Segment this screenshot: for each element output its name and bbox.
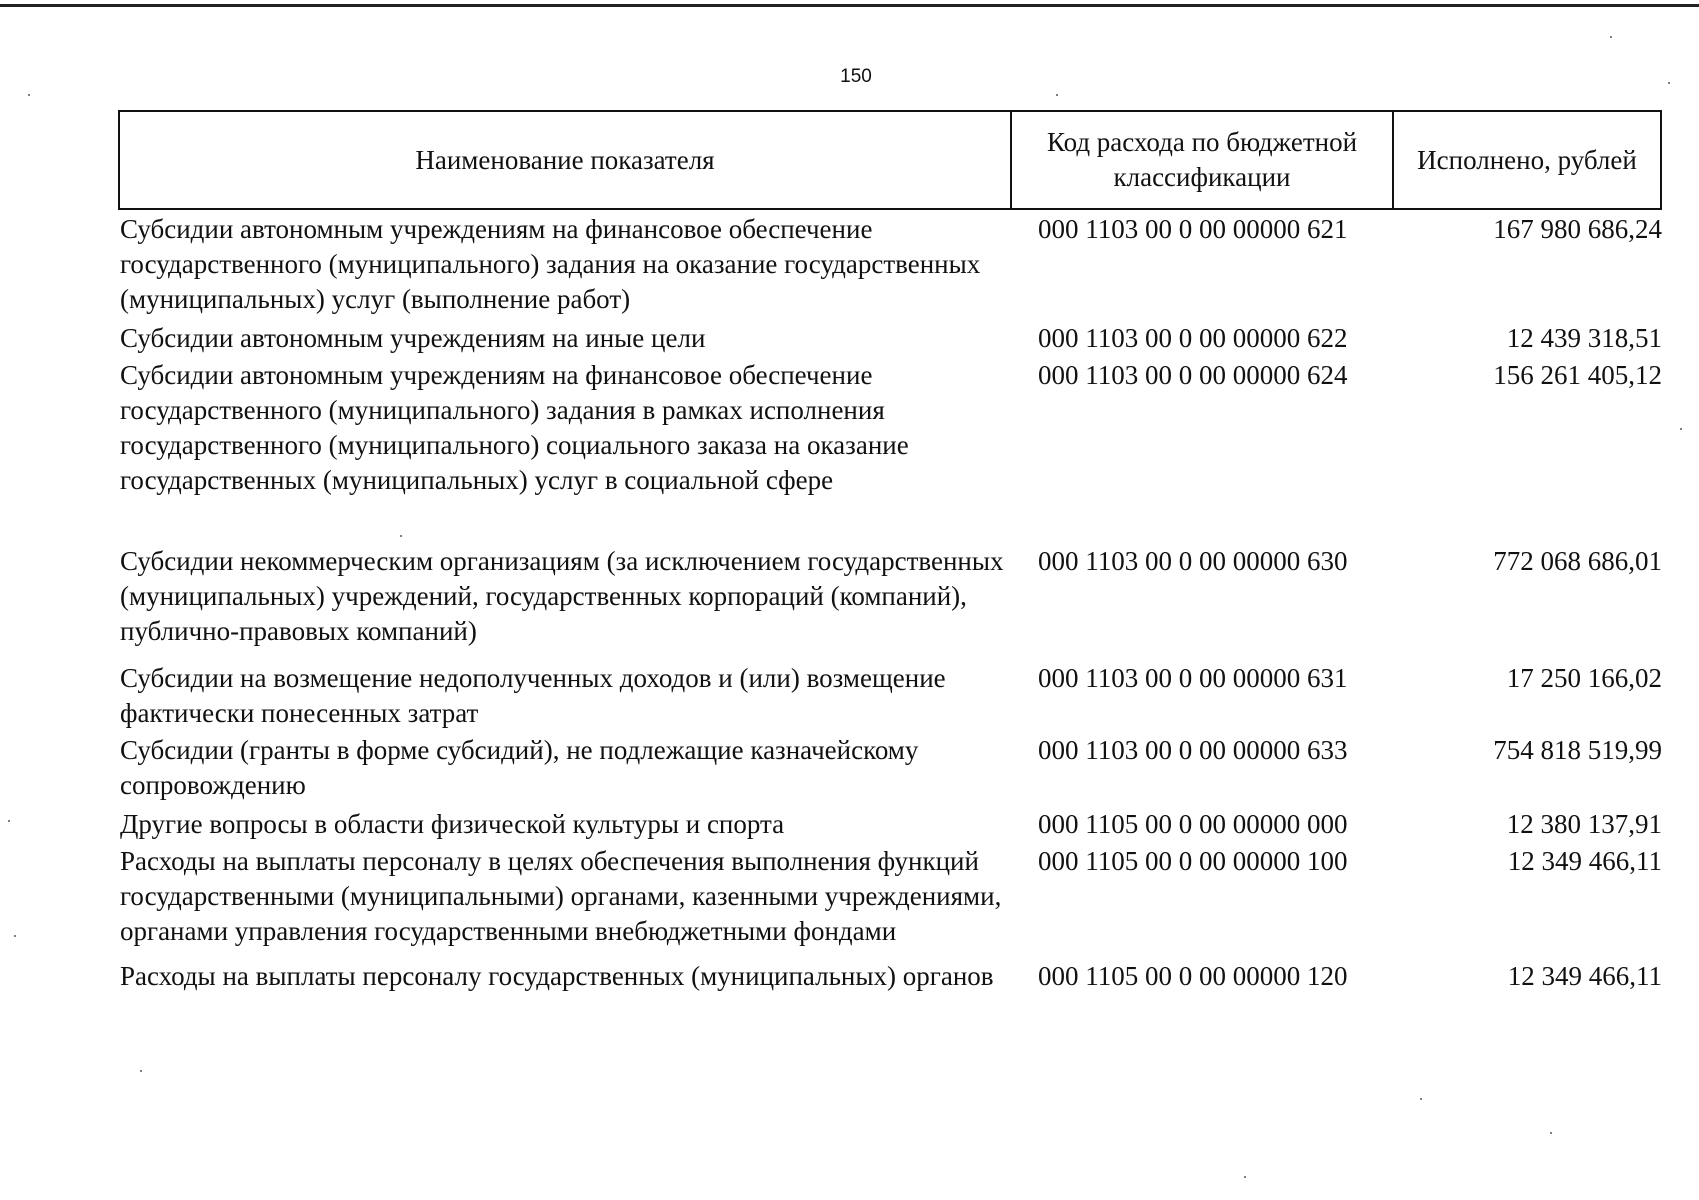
row-amount: 167 980 686,24: [1493, 214, 1662, 244]
scan-speck: [14, 935, 16, 937]
table-row: [120, 212, 1662, 317]
scan-speck: [140, 1070, 142, 1072]
row-name: Субсидии некоммерческим организациям (за исключением государственных (муниципальных) учреждений, государственных корпораций (компаний), публично-правовых компаний): [120, 546, 1004, 646]
scan-speck: [1056, 94, 1058, 96]
scan-top-border: [0, 4, 1699, 7]
row-name: Расходы на выплаты персоналу государственных (муниципальных) органов: [120, 961, 994, 991]
row-amount: 12 349 466,11: [1507, 846, 1662, 876]
row-amount: 12 439 318,51: [1506, 323, 1662, 353]
row-name: Субсидии автономным учреждениям на финансовое обеспечение государственного (муниципального) задания в рамках исполнения государственного (муниципального) социального заказа на оказание государственных (муниципальных) услуг в социальной сфере: [120, 360, 909, 495]
row-code: 000 1103 00 0 00 00000 624: [1038, 360, 1348, 390]
page-number: 150: [840, 66, 872, 87]
row-amount: 17 250 166,02: [1506, 663, 1662, 693]
row-amount: 754 818 519,99: [1493, 735, 1662, 765]
header-name: Наименование показателя: [120, 112, 1012, 208]
table-body: [120, 212, 1662, 994]
scan-speck: [1420, 1098, 1422, 1100]
table-row: [120, 733, 1662, 803]
table-row: [120, 807, 1662, 842]
row-code: 000 1103 00 0 00 00000 631: [1038, 663, 1348, 693]
table-row: [120, 959, 1662, 994]
scan-speck: [1244, 1176, 1246, 1178]
scan-speck: [1610, 36, 1612, 38]
row-name: Другие вопросы в области физической культуры и спорта: [120, 809, 785, 839]
header-code: Код расхода по бюджетной классификации: [1012, 112, 1394, 208]
row-name: Субсидии автономным учреждениям на иные цели: [120, 323, 706, 353]
scan-speck: [28, 94, 30, 96]
scan-speck: [400, 535, 402, 537]
row-code: 000 1103 00 0 00 00000 630: [1038, 546, 1348, 576]
table-row: [120, 544, 1662, 649]
table-row: [120, 358, 1662, 498]
scan-speck: [8, 820, 10, 822]
table-row: [120, 321, 1662, 356]
row-code: 000 1103 00 0 00 00000 633: [1038, 735, 1348, 765]
table-row: [120, 661, 1662, 731]
row-name: Субсидии на возмещение недополученных доходов и (или) возмещение фактически понесенных затрат: [120, 663, 946, 728]
scan-speck: [1550, 1132, 1552, 1134]
table-row: [120, 844, 1662, 949]
header-amount: Исполнено, рублей: [1417, 144, 1637, 175]
row-name: Субсидии автономным учреждениям на финансовое обеспечение государственного (муниципального) задания на оказание государственных (муниципальных) услуг (выполнение работ): [120, 214, 981, 314]
table-header: [118, 110, 1662, 210]
scan-speck: [1680, 428, 1682, 430]
row-code: 000 1105 00 0 00 00000 100: [1038, 846, 1348, 876]
row-amount: 12 380 137,91: [1506, 809, 1662, 839]
row-code: 000 1103 00 0 00 00000 621: [1038, 214, 1348, 244]
row-name: Расходы на выплаты персоналу в целях обеспечения выполнения функций государственными (муниципальными) органами, казенными учреждениями, органами управления государственными внебюджетными фондами: [120, 846, 1002, 946]
row-code: 000 1103 00 0 00 00000 622: [1038, 323, 1348, 353]
row-code: 000 1105 00 0 00 00000 120: [1038, 961, 1348, 991]
row-amount: 772 068 686,01: [1493, 546, 1662, 576]
row-name: Субсидии (гранты в форме субсидий), не подлежащие казначейскому сопровождению: [120, 735, 919, 800]
scan-speck: [1668, 82, 1670, 84]
row-code: 000 1105 00 0 00 00000 000: [1038, 809, 1348, 839]
row-amount: 12 349 466,11: [1507, 961, 1662, 991]
row-amount: 156 261 405,12: [1493, 360, 1662, 390]
